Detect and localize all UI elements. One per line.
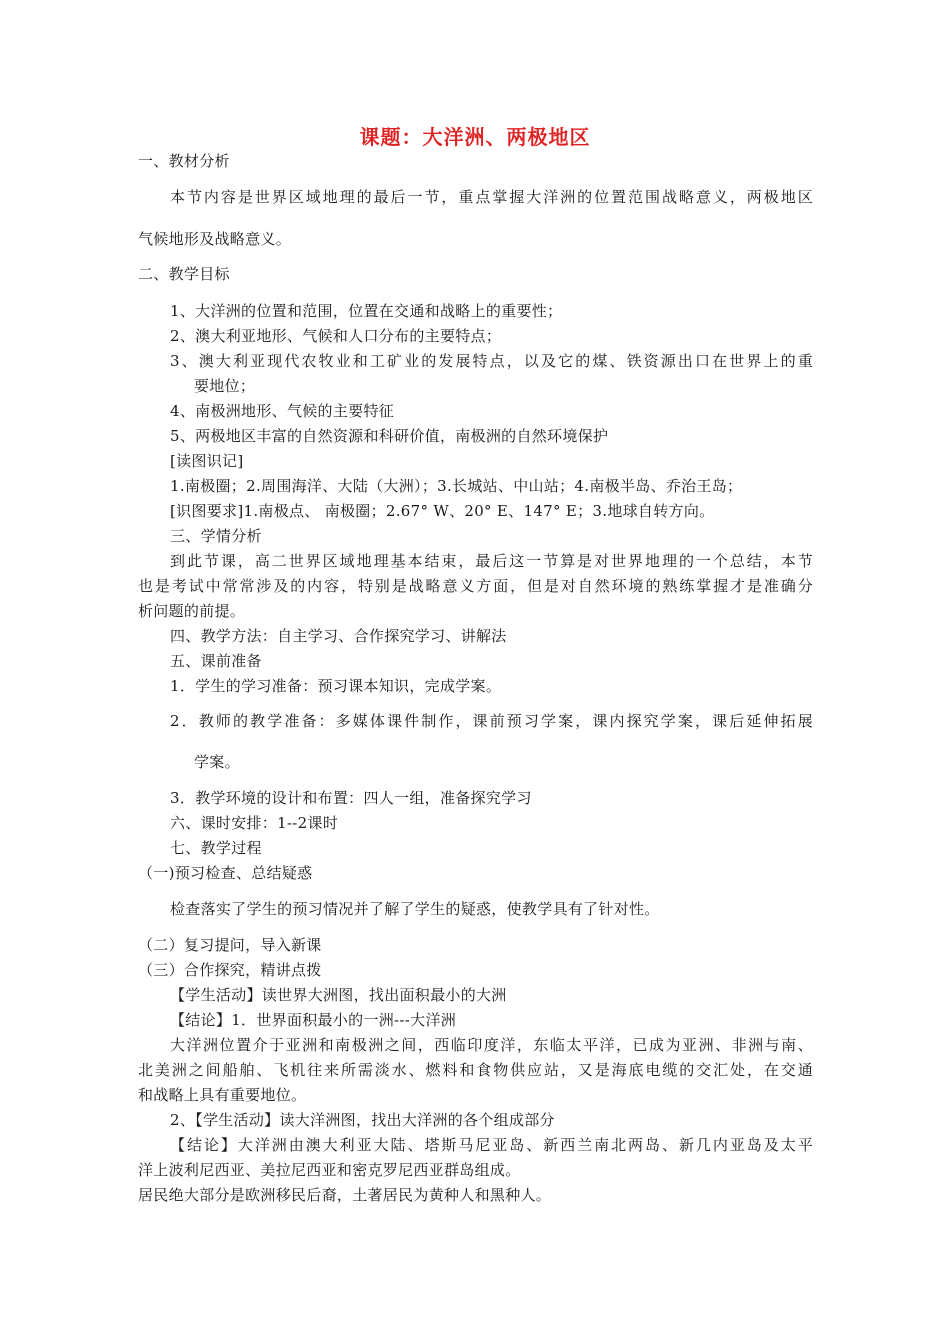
subheading: （一)预习检查、总结疑惑 [138, 864, 313, 882]
list-item: 3、澳大利亚现代农牧业和工矿业的发展特点，以及它的煤、铁资源出口在世界上的重 [170, 352, 813, 370]
subheading: （三）合作探究，精讲点拨 [138, 961, 322, 979]
paragraph-line: 也是考试中常常涉及的内容，特别是战略意义方面，但是对自然环境的熟练掌握才是准确分 [138, 577, 813, 595]
paragraph-line: 北美洲之间船舶、飞机往来所需淡水、燃料和食物供应站，又是海底电缆的交汇处，在交通 [138, 1061, 813, 1079]
list-item: 3．教学环境的设计和布置：四人一组，准备探究学习 [170, 789, 532, 807]
section-heading: 七、教学过程 [170, 839, 262, 857]
list-item: 2、澳大利亚地形、气候和人口分布的主要特点； [170, 327, 502, 345]
list-item: 4、南极洲地形、气候的主要特征 [170, 402, 395, 420]
paragraph-line: 到此节课，高二世界区域地理基本结束，最后这一节算是对世界地理的一个总结，本节 [170, 552, 813, 570]
subheading: [读图识记] [170, 452, 244, 470]
list-item: 学案。 [194, 753, 240, 771]
list-item: 1、大洋洲的位置和范围，位置在交通和战略上的重要性； [170, 302, 563, 320]
list-item: 要地位； [194, 377, 256, 395]
subheading: （二）复习提问，导入新课 [138, 936, 322, 954]
paragraph-line: 大洋洲位置介于亚洲和南极洲之间，西临印度洋，东临太平洋，已成为亚洲、非洲与南、 [170, 1036, 813, 1054]
paragraph-line: 检查落实了学生的预习情况并了解了学生的疑惑，使教学具有了针对性。 [170, 900, 660, 918]
paragraph-line: 居民绝大部分是欧洲移民后裔，土著居民为黄种人和黑种人。 [138, 1186, 552, 1204]
list-item: 1．学生的学习准备：预习课本知识，完成学案。 [170, 677, 502, 695]
paragraph-line: 1.南极圈；2.周围海洋、大陆（大洲）；3.长城站、中山站；4.南极半岛、乔治王岛； [170, 477, 743, 495]
section-heading: 一、教材分析 [138, 152, 230, 170]
section-heading: 四、教学方法：自主学习、合作探究学习、讲解法 [170, 627, 507, 645]
section-heading: 五、课前准备 [170, 652, 262, 670]
paragraph-line: 洋上波利尼西亚、美拉尼西亚和密克罗尼西亚群岛组成。 [138, 1161, 521, 1179]
paragraph-line: 气候地形及战略意义。 [138, 230, 292, 248]
paragraph-line: [识图要求]1.南极点、 南极圈；2.67° W、20° E、147° E；3.地球自转方向。 [170, 502, 715, 520]
paragraph-line: 和战略上具有重要地位。 [138, 1086, 307, 1104]
paragraph-line: 本节内容是世界区域地理的最后一节，重点掌握大洋洲的位置范围战略意义，两极地区 [170, 188, 813, 206]
page-title: 课题：大洋洲、两极地区 [359, 125, 591, 149]
section-heading: 六、课时安排：1--2课时 [170, 814, 339, 832]
section-heading: 二、教学目标 [138, 265, 230, 283]
paragraph-line: 析问题的前提。 [138, 602, 246, 620]
paragraph-line: 【结论】大洋洲由澳大利亚大陆、塔斯马尼亚岛、新西兰南北两岛、新几内亚岛及太平 [170, 1136, 813, 1154]
paragraph-line: 【学生活动】读世界大洲图，找出面积最小的大洲 [170, 986, 507, 1004]
paragraph-line: 【结论】1．世界面积最小的一洲---大洋洲 [170, 1011, 457, 1029]
list-item: 2．教师的教学准备：多媒体课件制作，课前预习学案，课内探究学案，课后延伸拓展 [170, 712, 813, 730]
list-item: 5、两极地区丰富的自然资源和科研价值，南极洲的自然环境保护 [170, 427, 609, 445]
paragraph-line: 2、【学生活动】读大洋洲图，找出大洋洲的各个组成部分 [170, 1111, 555, 1129]
section-heading: 三、学情分析 [170, 527, 262, 545]
